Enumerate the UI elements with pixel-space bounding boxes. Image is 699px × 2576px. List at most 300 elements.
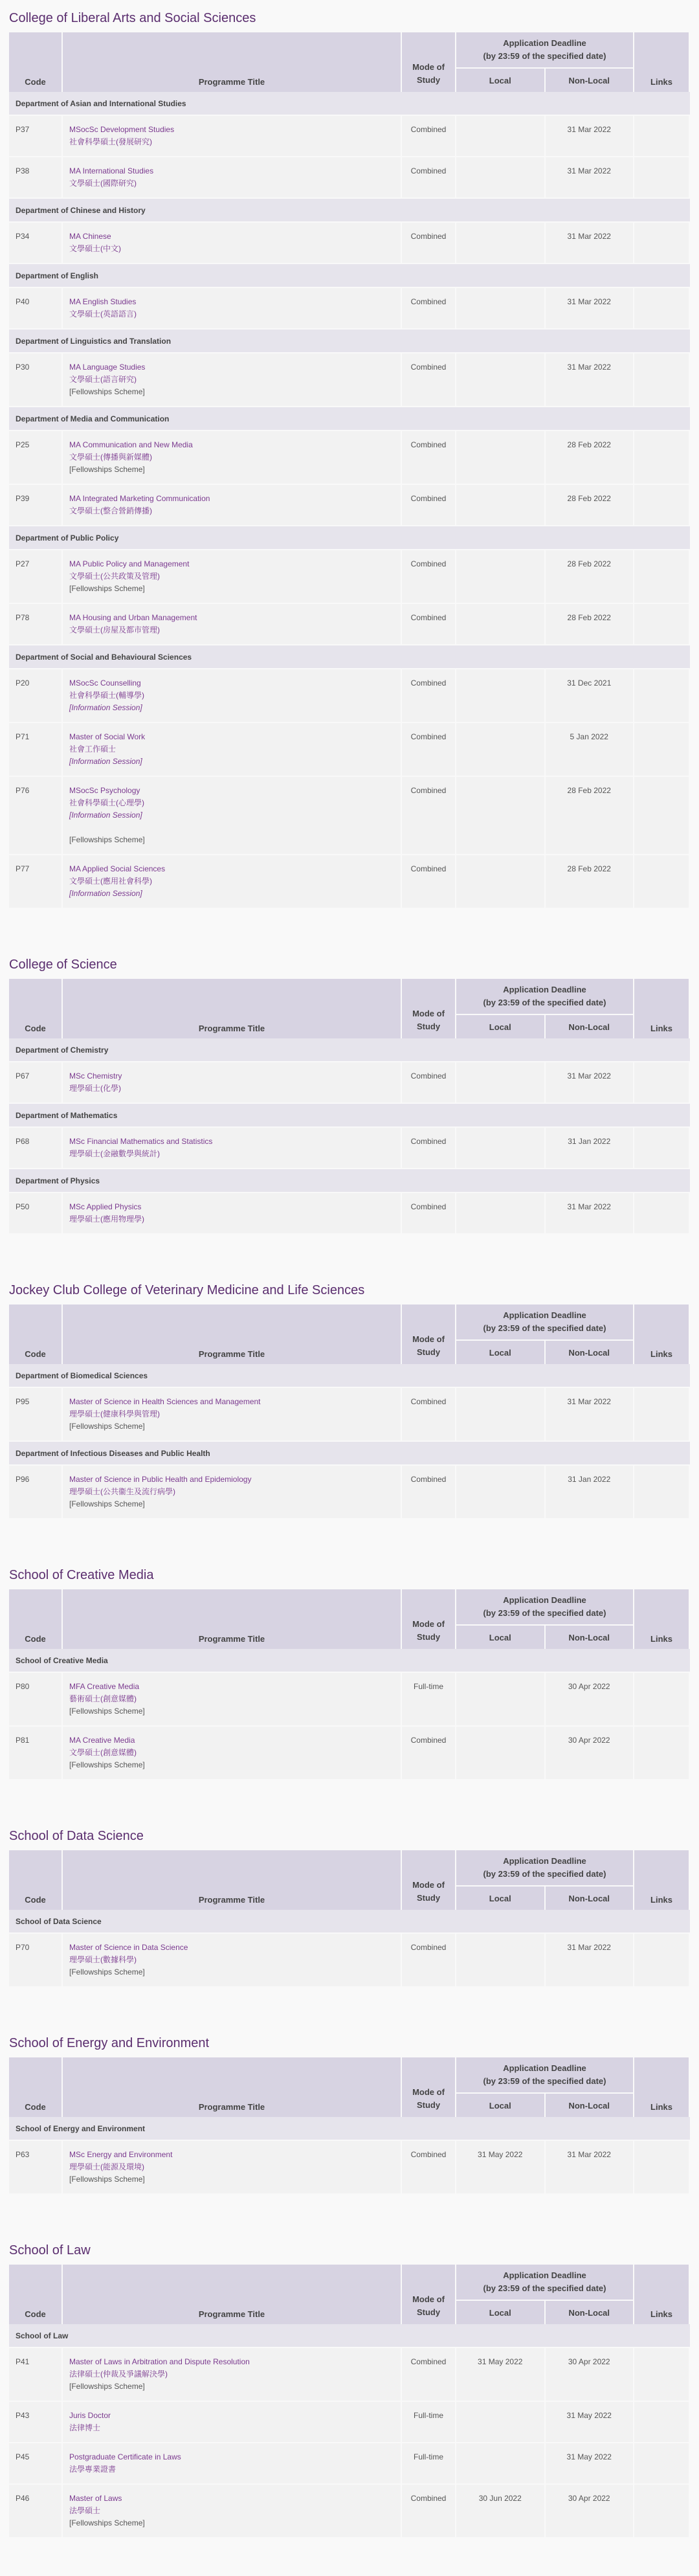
deadline-non-local: 31 May 2022 bbox=[546, 2443, 635, 2485]
programme-chinese-name[interactable]: 法律碩士(仲裁及爭議解決學) bbox=[69, 2369, 168, 2379]
header-code: Code bbox=[9, 2057, 63, 2117]
header-non-local: Non-Local bbox=[546, 1887, 635, 1910]
programme-link[interactable]: MA Creative Media bbox=[69, 1736, 135, 1745]
programme-table bbox=[9, 1305, 690, 1519]
deadline-non-local: 28 Feb 2022 bbox=[546, 485, 635, 526]
programme-chinese-name[interactable]: 社會工作碩士 bbox=[69, 745, 116, 754]
deadline-local bbox=[456, 116, 546, 157]
programme-chinese-name[interactable]: 文學碩士(整合營銷傳播) bbox=[69, 506, 152, 515]
deadline-non-local: 31 Mar 2022 bbox=[546, 288, 635, 330]
header-deadline-note: (by 23:59 of the specified date) bbox=[483, 51, 606, 61]
mode-of-study: Combined bbox=[402, 777, 456, 855]
programme-title-cell bbox=[63, 1727, 402, 1780]
header-links: Links bbox=[634, 1850, 690, 1910]
programme-code: P25 bbox=[9, 431, 63, 485]
programme-code: P67 bbox=[9, 1062, 63, 1104]
links-cell bbox=[634, 1193, 690, 1235]
links-cell bbox=[634, 2348, 690, 2402]
links-cell bbox=[634, 1388, 690, 1442]
deadline-local bbox=[456, 777, 546, 855]
information-session-link[interactable]: [Information Session] bbox=[69, 757, 142, 766]
mode-of-study: Combined bbox=[402, 1062, 456, 1104]
programme-chinese-name[interactable]: 法學專業證書 bbox=[69, 2465, 116, 2474]
programme-title-cell bbox=[63, 431, 402, 485]
programme-title-cell bbox=[63, 855, 402, 909]
programme-code: P34 bbox=[9, 223, 63, 264]
programme-row bbox=[9, 550, 690, 604]
programme-link[interactable]: MSc Chemistry bbox=[69, 1071, 122, 1081]
links-cell bbox=[634, 1673, 690, 1727]
mode-of-study: Combined bbox=[402, 223, 456, 264]
deadline-local bbox=[456, 485, 546, 526]
department-name: Department of Infectious Diseases and Public Health bbox=[9, 1442, 690, 1466]
mode-of-study: Combined bbox=[402, 2348, 456, 2402]
programme-link[interactable]: MSc Applied Physics bbox=[69, 1202, 142, 1211]
links-cell bbox=[634, 1128, 690, 1169]
deadline-local bbox=[456, 604, 546, 645]
fellowships-scheme-note: [Fellowships Scheme] bbox=[69, 584, 145, 593]
header-non-local: Non-Local bbox=[546, 1626, 635, 1649]
deadline-local bbox=[456, 2443, 546, 2485]
links-cell bbox=[634, 431, 690, 485]
programme-link[interactable]: MSocSc Development Studies bbox=[69, 125, 175, 134]
programme-link[interactable]: Postgraduate Certificate in Laws bbox=[69, 2452, 181, 2461]
programme-title-cell bbox=[63, 288, 402, 330]
fellowships-scheme-note: [Fellowships Scheme] bbox=[69, 1760, 145, 1769]
programme-code: P81 bbox=[9, 1727, 63, 1780]
header-code: Code bbox=[9, 1305, 63, 1364]
programme-link[interactable]: MA Integrated Marketing Communication bbox=[69, 494, 210, 503]
deadline-non-local: 31 May 2022 bbox=[546, 2402, 635, 2443]
deadline-local bbox=[456, 1062, 546, 1104]
deadline-local bbox=[456, 669, 546, 723]
programme-title-cell bbox=[63, 485, 402, 526]
fellowships-scheme-note: [Fellowships Scheme] bbox=[69, 1499, 145, 1508]
header-application-deadline bbox=[456, 1589, 634, 1626]
programme-title-cell bbox=[63, 604, 402, 645]
programme-table bbox=[9, 979, 690, 1235]
mode-of-study: Combined bbox=[402, 550, 456, 604]
programme-link[interactable]: MSc Energy and Environment bbox=[69, 2150, 173, 2159]
links-cell bbox=[634, 1466, 690, 1519]
programme-title-cell bbox=[63, 1673, 402, 1727]
programme-row bbox=[9, 1128, 690, 1169]
links-cell bbox=[634, 116, 690, 157]
programme-code: P71 bbox=[9, 723, 63, 777]
links-cell bbox=[634, 485, 690, 526]
deadline-local: 31 May 2022 bbox=[456, 2348, 546, 2402]
programme-row bbox=[9, 353, 690, 407]
header-mode-of-study: Mode of Study bbox=[402, 1589, 456, 1649]
programme-row bbox=[9, 1193, 690, 1235]
deadline-local bbox=[456, 1128, 546, 1169]
header-deadline-note: (by 23:59 of the specified date) bbox=[483, 1608, 606, 1618]
header-programme-title: Programme Title bbox=[63, 1589, 402, 1649]
deadline-local bbox=[456, 550, 546, 604]
programme-chinese-name[interactable]: 文學碩士(國際研究) bbox=[69, 179, 137, 188]
programme-row bbox=[9, 157, 690, 199]
deadline-non-local: 30 Apr 2022 bbox=[546, 1673, 635, 1727]
programme-link[interactable]: MA Chinese bbox=[69, 232, 111, 241]
programme-link[interactable]: MFA Creative Media bbox=[69, 1682, 140, 1691]
programme-chinese-name[interactable]: 文學碩士(應用社會科學) bbox=[69, 877, 152, 886]
mode-of-study: Full-time bbox=[402, 2443, 456, 2485]
deadline-local bbox=[456, 1388, 546, 1442]
programme-title-cell bbox=[63, 2485, 402, 2538]
programme-row bbox=[9, 431, 690, 485]
mode-of-study: Combined bbox=[402, 485, 456, 526]
header-non-local: Non-Local bbox=[546, 69, 635, 92]
programme-code: P80 bbox=[9, 1673, 63, 1727]
programme-chinese-name[interactable]: 理學碩士(數據科學) bbox=[69, 1955, 137, 1964]
links-cell bbox=[634, 223, 690, 264]
deadline-local bbox=[456, 288, 546, 330]
header-deadline-title: Application Deadline bbox=[503, 985, 586, 994]
programme-title-cell bbox=[63, 669, 402, 723]
department-name: Department of Biomedical Sciences bbox=[9, 1364, 690, 1388]
mode-of-study: Combined bbox=[402, 1934, 456, 1988]
programme-link[interactable]: Juris Doctor bbox=[69, 2411, 111, 2420]
deadline-non-local: 28 Feb 2022 bbox=[546, 855, 635, 909]
header-code: Code bbox=[9, 979, 63, 1038]
header-code: Code bbox=[9, 1589, 63, 1649]
programme-code: P96 bbox=[9, 1466, 63, 1519]
programme-row bbox=[9, 485, 690, 526]
header-programme-title: Programme Title bbox=[63, 1305, 402, 1364]
programme-title-cell bbox=[63, 1466, 402, 1519]
programme-row bbox=[9, 2485, 690, 2538]
programme-row bbox=[9, 223, 690, 264]
header-application-deadline bbox=[456, 2057, 634, 2094]
programme-row bbox=[9, 288, 690, 330]
programme-row bbox=[9, 2402, 690, 2443]
header-links: Links bbox=[634, 1305, 690, 1364]
header-application-deadline bbox=[456, 1305, 634, 1341]
programme-chinese-name[interactable]: 理學碩士(健康科學與管理) bbox=[69, 1409, 160, 1418]
programme-code: P95 bbox=[9, 1388, 63, 1442]
programme-code: P27 bbox=[9, 550, 63, 604]
header-deadline-note: (by 23:59 of the specified date) bbox=[483, 1323, 606, 1333]
programme-link[interactable]: MA English Studies bbox=[69, 297, 137, 306]
programme-code: P70 bbox=[9, 1934, 63, 1988]
deadline-non-local: 31 Mar 2022 bbox=[546, 157, 635, 199]
programme-chinese-name[interactable]: 理學碩士(金融數學與統計) bbox=[69, 1149, 160, 1158]
programme-chinese-name[interactable]: 藝術碩士(創意媒體) bbox=[69, 1694, 137, 1703]
deadline-non-local: 31 Mar 2022 bbox=[546, 223, 635, 264]
mode-of-study: Full-time bbox=[402, 2402, 456, 2443]
programme-title-cell bbox=[63, 353, 402, 407]
programme-title-cell bbox=[63, 1062, 402, 1104]
programme-title-cell bbox=[63, 116, 402, 157]
department-row bbox=[9, 526, 690, 550]
programme-code: P37 bbox=[9, 116, 63, 157]
header-deadline-title: Application Deadline bbox=[503, 38, 586, 48]
programme-table bbox=[9, 1589, 690, 1780]
links-cell bbox=[634, 669, 690, 723]
department-name: Department of English bbox=[9, 264, 690, 288]
programme-title-cell bbox=[63, 723, 402, 777]
department-name: Department of Linguistics and Translation bbox=[9, 330, 690, 353]
header-local: Local bbox=[456, 69, 546, 92]
header-programme-title: Programme Title bbox=[63, 979, 402, 1038]
programme-title-cell bbox=[63, 1193, 402, 1235]
links-cell bbox=[634, 2443, 690, 2485]
programme-link[interactable]: Master of Laws in Arbitration and Dispute Resolution bbox=[69, 2357, 250, 2366]
department-name: School of Data Science bbox=[9, 1910, 690, 1934]
college-title: Jockey Club College of Veterinary Medicine and Life Sciences bbox=[9, 1283, 365, 1297]
department-name: Department of Public Policy bbox=[9, 526, 690, 550]
mode-of-study: Combined bbox=[402, 669, 456, 723]
deadline-local bbox=[456, 723, 546, 777]
programme-table bbox=[9, 32, 690, 909]
programme-chinese-name[interactable]: 文學碩士(語言研究) bbox=[69, 375, 137, 384]
header-programme-title: Programme Title bbox=[63, 1850, 402, 1910]
programme-row bbox=[9, 669, 690, 723]
department-row bbox=[9, 2117, 690, 2141]
programme-code: P63 bbox=[9, 2141, 63, 2195]
college-section bbox=[9, 1818, 690, 2025]
header-application-deadline bbox=[456, 32, 634, 69]
header-code: Code bbox=[9, 32, 63, 92]
links-cell bbox=[634, 1727, 690, 1780]
programme-link[interactable]: MA Communication and New Media bbox=[69, 440, 193, 449]
programme-row bbox=[9, 2443, 690, 2485]
page-content bbox=[9, 0, 690, 2576]
programme-title-cell bbox=[63, 777, 402, 855]
deadline-local bbox=[456, 353, 546, 407]
header-application-deadline bbox=[456, 1850, 634, 1887]
department-name: School of Creative Media bbox=[9, 1649, 690, 1673]
college-section bbox=[9, 0, 690, 946]
programme-chinese-name[interactable]: 理學碩士(應用物理學) bbox=[69, 1215, 144, 1224]
deadline-non-local: 28 Feb 2022 bbox=[546, 550, 635, 604]
header-links: Links bbox=[634, 2265, 690, 2324]
mode-of-study: Combined bbox=[402, 1193, 456, 1235]
deadline-local: 31 May 2022 bbox=[456, 2141, 546, 2195]
links-cell bbox=[634, 2141, 690, 2195]
programme-row bbox=[9, 723, 690, 777]
header-deadline-note: (by 23:59 of the specified date) bbox=[483, 1869, 606, 1879]
programme-chinese-name[interactable]: 社會科學碩士(心理學) bbox=[69, 798, 144, 807]
deadline-non-local: 30 Apr 2022 bbox=[546, 2348, 635, 2402]
programme-row bbox=[9, 2348, 690, 2402]
mode-of-study: Combined bbox=[402, 855, 456, 909]
programme-table bbox=[9, 1850, 690, 1988]
header-mode-of-study: Mode of Study bbox=[402, 32, 456, 92]
programme-code: P50 bbox=[9, 1193, 63, 1235]
header-deadline-title: Application Deadline bbox=[503, 1856, 586, 1866]
department-row bbox=[9, 1038, 690, 1062]
header-deadline-title: Application Deadline bbox=[503, 1310, 586, 1320]
department-row bbox=[9, 2324, 690, 2348]
programme-code: P78 bbox=[9, 604, 63, 645]
programme-title-cell bbox=[63, 1934, 402, 1988]
links-cell bbox=[634, 288, 690, 330]
department-name: School of Energy and Environment bbox=[9, 2117, 690, 2141]
college-title: School of Energy and Environment bbox=[9, 2036, 210, 2050]
deadline-non-local: 30 Apr 2022 bbox=[546, 1727, 635, 1780]
programme-chinese-name[interactable]: 文學碩士(英語語言) bbox=[69, 309, 137, 319]
header-links: Links bbox=[634, 979, 690, 1038]
programme-chinese-name[interactable]: 文學碩士(公共政策及管理) bbox=[69, 572, 160, 581]
information-session-link[interactable]: [Information Session] bbox=[69, 703, 142, 712]
college-section bbox=[9, 1557, 690, 1818]
programme-row bbox=[9, 1727, 690, 1780]
deadline-non-local: 31 Mar 2022 bbox=[546, 1062, 635, 1104]
programme-code: P30 bbox=[9, 353, 63, 407]
fellowships-scheme-note: [Fellowships Scheme] bbox=[69, 835, 145, 844]
programme-code: P41 bbox=[9, 2348, 63, 2402]
header-local: Local bbox=[456, 1626, 546, 1649]
college-title: College of Science bbox=[9, 958, 117, 972]
header-local: Local bbox=[456, 2301, 546, 2324]
header-local: Local bbox=[456, 1887, 546, 1910]
programme-link[interactable]: MSocSc Counselling bbox=[69, 678, 141, 688]
programme-link[interactable]: MSocSc Psychology bbox=[69, 786, 140, 795]
department-row bbox=[9, 1649, 690, 1673]
mode-of-study: Combined bbox=[402, 288, 456, 330]
programme-chinese-name[interactable]: 法學碩士 bbox=[69, 2506, 101, 2515]
header-programme-title: Programme Title bbox=[63, 32, 402, 92]
header-code: Code bbox=[9, 2265, 63, 2324]
header-mode-of-study: Mode of Study bbox=[402, 1850, 456, 1910]
header-programme-title: Programme Title bbox=[63, 2057, 402, 2117]
header-non-local: Non-Local bbox=[546, 1341, 635, 1364]
department-row bbox=[9, 645, 690, 669]
department-row bbox=[9, 407, 690, 431]
deadline-local bbox=[456, 855, 546, 909]
college-section bbox=[9, 2025, 690, 2232]
programme-chinese-name[interactable]: 理學碩士(化學) bbox=[69, 1084, 121, 1093]
programme-code: P46 bbox=[9, 2485, 63, 2538]
deadline-non-local: 31 Mar 2022 bbox=[546, 1934, 635, 1988]
programme-link[interactable]: MA Housing and Urban Management bbox=[69, 613, 197, 622]
programme-link[interactable]: Master of Science in Data Science bbox=[69, 1943, 188, 1952]
programme-code: P20 bbox=[9, 669, 63, 723]
programme-link[interactable]: MA Language Studies bbox=[69, 363, 146, 372]
mode-of-study: Combined bbox=[402, 1128, 456, 1169]
mode-of-study: Combined bbox=[402, 2485, 456, 2538]
department-name: School of Law bbox=[9, 2324, 690, 2348]
programme-link[interactable]: MA Applied Social Sciences bbox=[69, 864, 166, 873]
deadline-non-local: 31 Mar 2022 bbox=[546, 116, 635, 157]
programme-link[interactable]: MA Public Policy and Management bbox=[69, 559, 190, 568]
programme-link[interactable]: Master of Laws bbox=[69, 2494, 122, 2503]
programme-code: P39 bbox=[9, 485, 63, 526]
programme-code: P76 bbox=[9, 777, 63, 855]
links-cell bbox=[634, 2485, 690, 2538]
links-cell bbox=[634, 353, 690, 407]
programme-row bbox=[9, 777, 690, 855]
links-cell bbox=[634, 777, 690, 855]
header-mode-of-study: Mode of Study bbox=[402, 979, 456, 1038]
programme-chinese-name[interactable]: 文學碩士(中文) bbox=[69, 244, 121, 253]
programme-link[interactable]: MSc Financial Mathematics and Statistics bbox=[69, 1137, 213, 1146]
programme-code: P38 bbox=[9, 157, 63, 199]
college-title: School of Data Science bbox=[9, 1829, 144, 1843]
header-local: Local bbox=[456, 1015, 546, 1038]
college-section bbox=[9, 2232, 690, 2576]
header-mode-of-study: Mode of Study bbox=[402, 1305, 456, 1364]
header-links: Links bbox=[634, 2057, 690, 2117]
programme-chinese-name[interactable]: 文學碩士(創意媒體) bbox=[69, 1748, 137, 1757]
fellowships-scheme-note: [Fellowships Scheme] bbox=[69, 1707, 145, 1716]
fellowships-scheme-note: [Fellowships Scheme] bbox=[69, 2518, 145, 2527]
header-non-local: Non-Local bbox=[546, 1015, 635, 1038]
deadline-local bbox=[456, 223, 546, 264]
deadline-non-local: 28 Feb 2022 bbox=[546, 431, 635, 485]
programme-row bbox=[9, 2141, 690, 2195]
header-non-local: Non-Local bbox=[546, 2094, 635, 2117]
programme-chinese-name[interactable]: 社會科學碩士(發展研究) bbox=[69, 137, 152, 146]
mode-of-study: Full-time bbox=[402, 1673, 456, 1727]
department-row bbox=[9, 330, 690, 353]
programme-title-cell bbox=[63, 1128, 402, 1169]
header-code: Code bbox=[9, 1850, 63, 1910]
mode-of-study: Combined bbox=[402, 431, 456, 485]
header-local: Local bbox=[456, 1341, 546, 1364]
information-session-link[interactable]: [Information Session] bbox=[69, 811, 142, 820]
department-row bbox=[9, 1442, 690, 1466]
programme-chinese-name[interactable]: 文學碩士(傳播與新媒體) bbox=[69, 453, 152, 462]
fellowships-scheme-note: [Fellowships Scheme] bbox=[69, 2175, 145, 2184]
programme-chinese-name[interactable]: 社會科學碩士(輔導學) bbox=[69, 691, 144, 700]
deadline-non-local: 31 Mar 2022 bbox=[546, 353, 635, 407]
department-row bbox=[9, 1169, 690, 1193]
programme-link[interactable]: Master of Science in Public Health and Epidemiology bbox=[69, 1475, 252, 1484]
deadline-local bbox=[456, 157, 546, 199]
programme-link[interactable]: Master of Social Work bbox=[69, 732, 146, 741]
header-programme-title: Programme Title bbox=[63, 2265, 402, 2324]
department-row bbox=[9, 1910, 690, 1934]
programme-chinese-name[interactable]: 理學碩士(公共衞生及流行病學) bbox=[69, 1487, 175, 1496]
programme-chinese-name[interactable]: 理學碩士(能源及環境) bbox=[69, 2162, 144, 2171]
header-non-local: Non-Local bbox=[546, 2301, 635, 2324]
department-name: Department of Chemistry bbox=[9, 1038, 690, 1062]
programme-link[interactable]: MA International Studies bbox=[69, 166, 154, 175]
links-cell bbox=[634, 1062, 690, 1104]
deadline-non-local: 31 Mar 2022 bbox=[546, 1388, 635, 1442]
deadline-non-local: 5 Jan 2022 bbox=[546, 723, 635, 777]
programme-chinese-name[interactable]: 法律博士 bbox=[69, 2423, 101, 2432]
programme-title-cell bbox=[63, 157, 402, 199]
fellowships-scheme-note: [Fellowships Scheme] bbox=[69, 1967, 145, 1977]
deadline-non-local: 31 Dec 2021 bbox=[546, 669, 635, 723]
links-cell bbox=[634, 604, 690, 645]
programme-row bbox=[9, 855, 690, 909]
information-session-link[interactable]: [Information Session] bbox=[69, 889, 142, 898]
mode-of-study: Combined bbox=[402, 1388, 456, 1442]
programme-row bbox=[9, 604, 690, 645]
fellowships-scheme-note: [Fellowships Scheme] bbox=[69, 387, 145, 396]
deadline-local bbox=[456, 1193, 546, 1235]
programme-chinese-name[interactable]: 文學碩士(房屋及都市管理) bbox=[69, 625, 160, 634]
department-name: Department of Chinese and History bbox=[9, 199, 690, 223]
header-links: Links bbox=[634, 1589, 690, 1649]
deadline-local bbox=[456, 431, 546, 485]
deadline-local bbox=[456, 1727, 546, 1780]
programme-row bbox=[9, 116, 690, 157]
deadline-local bbox=[456, 1466, 546, 1519]
programme-code: P45 bbox=[9, 2443, 63, 2485]
programme-code: P43 bbox=[9, 2402, 63, 2443]
links-cell bbox=[634, 550, 690, 604]
fellowships-scheme-note: [Fellowships Scheme] bbox=[69, 465, 145, 474]
college-section bbox=[9, 1272, 690, 1557]
programme-link[interactable]: Master of Science in Health Sciences and Management bbox=[69, 1397, 261, 1406]
college-title: School of Creative Media bbox=[9, 1568, 154, 1582]
links-cell bbox=[634, 1934, 690, 1988]
